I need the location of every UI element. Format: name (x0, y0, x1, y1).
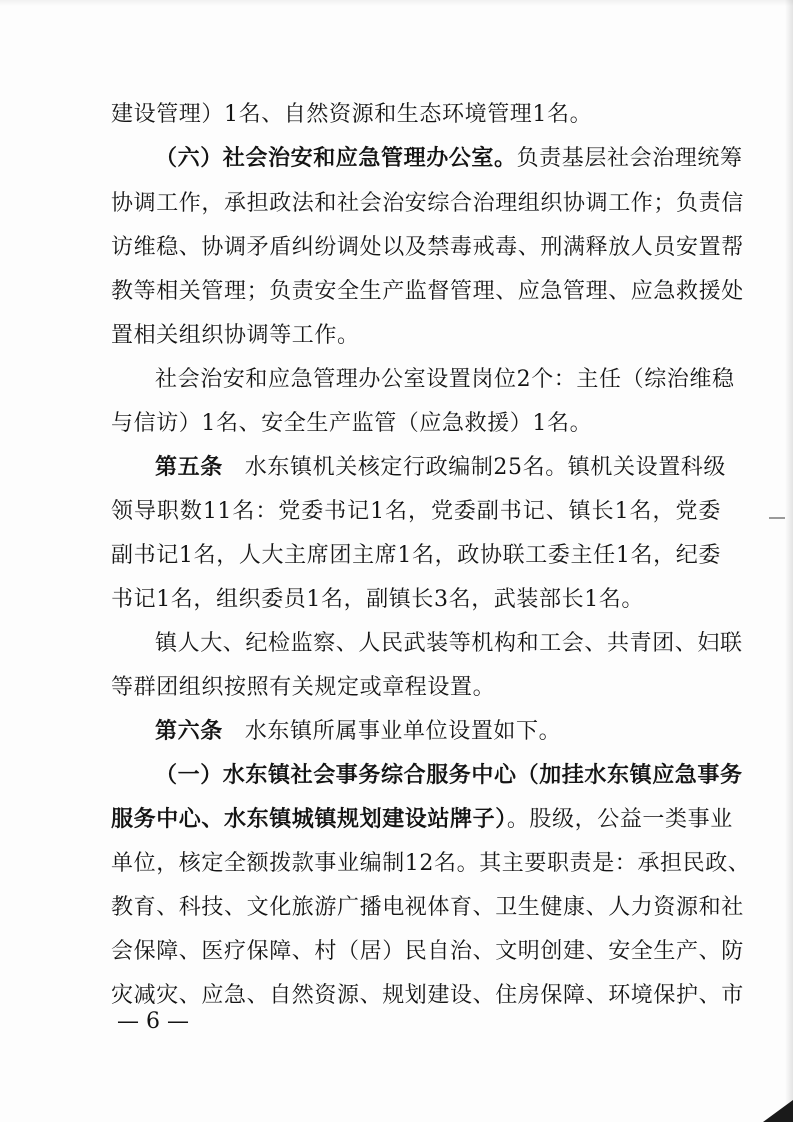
scan-corner-shadow (763, 1100, 793, 1122)
text-line: 访维稳、协调矛盾纠纷调处以及禁毒戒毒、刑满释放人员安置帮 (111, 235, 744, 260)
text-line: 镇人大、纪检监察、人民武装等机构和工会、共青团、妇联 (155, 631, 743, 656)
section-heading: （六）社会治安和应急管理办公室。 (155, 146, 517, 171)
section-heading: （一）水东镇社会事务综合服务中心（加挂水东镇应急事务 (155, 763, 743, 788)
text-line: 书记1名，组织委员1名，副镇长3名，武装部长1名。 (111, 587, 644, 612)
margin-mark (769, 517, 785, 519)
text-line: 单位，核定全额拨款事业编制12名。其主要职责是：承担民政、 (111, 851, 751, 876)
text-line: （六）社会治安和应急管理办公室。负责基层社会治理统筹 (111, 139, 721, 179)
text-line: 副书记1名，人大主席团主席1名，政协联工委主任1名，纪委 (111, 543, 721, 568)
text-line: 第六条 水东镇所属事业单位设置如下。 (111, 712, 721, 752)
text-line: 协调工作，承担政法和社会治安综合治理组织协调工作；负责信 (111, 191, 744, 216)
text-line: 社会治安和应急管理办公室设置岗位2个：主任（综治维稳 (155, 367, 735, 392)
text-line: 灾减灾、应急、自然资源、规划建设、住房保障、环境保护、市 (111, 983, 744, 1008)
text-line: 会保障、医疗保障、村（居）民自治、文明创建、安全生产、防 (111, 939, 744, 964)
text-line: 教等相关管理；负责安全生产监督管理、应急管理、应急救援处 (111, 279, 744, 304)
text-line: 与信访）1名、安全生产监管（应急救援）1名。 (111, 411, 593, 436)
text-line (111, 756, 743, 796)
article-heading: 第六条 (155, 719, 223, 744)
scan-top-shadow (0, 0, 793, 6)
text-line: 教育、科技、文化旅游广播电视体育、卫生健康、人力资源和社 (111, 895, 744, 920)
section-heading: 服务中心、水东镇城镇规划建设站牌子） (111, 807, 507, 832)
text-line: 第五条 水东镇机关核定行政编制25名。镇机关设置科级 (111, 448, 721, 488)
text-line: 建设管理）1名、自然资源和生态环境管理1名。 (111, 102, 593, 127)
text-line: 等群团组织按照有关规定或章程设置。 (111, 675, 496, 700)
text-line: 置相关组织协调等工作。 (111, 323, 360, 348)
text-line: 服务中心、水东镇城镇规划建设站牌子）。股级，公益一类事业 (111, 807, 733, 832)
article-heading: 第五条 (155, 455, 223, 480)
scan-edge-shadow (785, 0, 793, 1122)
page-number: — 6 — (117, 1009, 189, 1034)
text-line: 领导职数11名：党委书记1名，党委副书记、镇长1名，党委 (111, 499, 721, 524)
